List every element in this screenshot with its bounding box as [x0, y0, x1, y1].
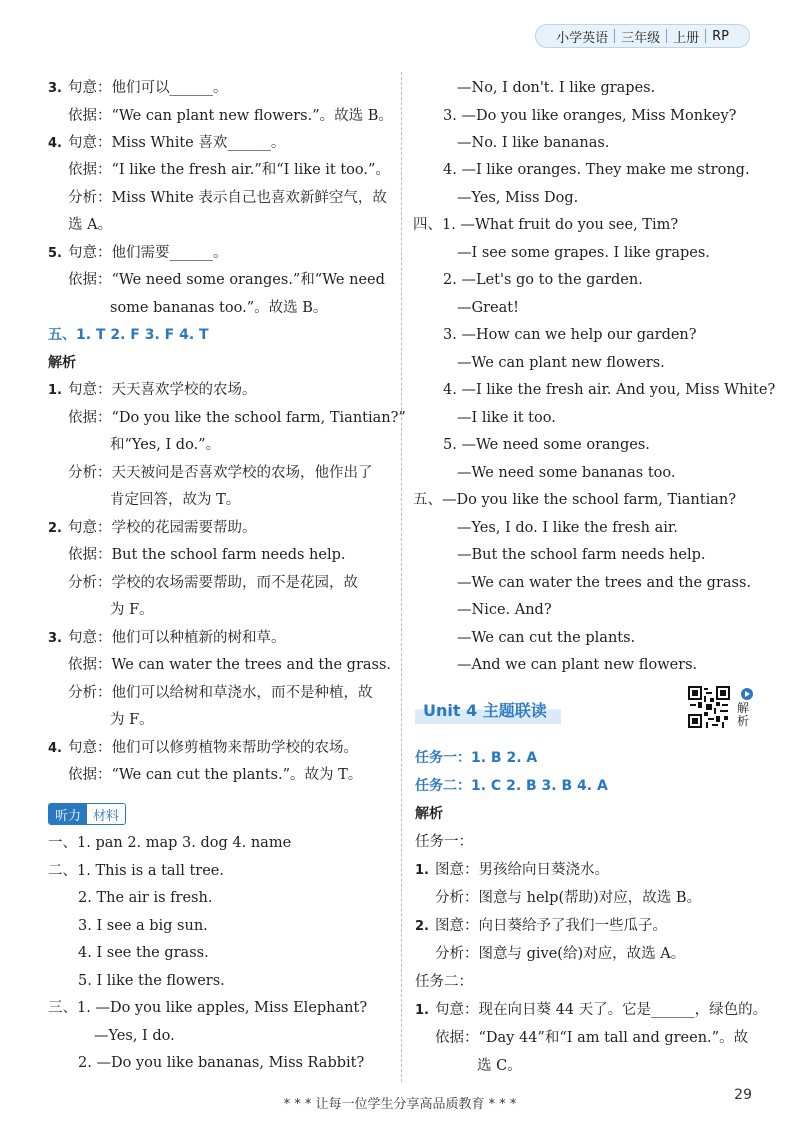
analysis-line: 选 C。: [477, 1058, 522, 1074]
material-line: 三、1. —Do you like apples, Miss Elephant?: [48, 1000, 368, 1016]
material-line: 五、—Do you like the school farm, Tiantian?: [413, 492, 736, 508]
material-line: —No, I don't. I like grapes.: [457, 80, 656, 96]
material-line: 5. —We need some oranges.: [443, 437, 650, 453]
material-line: —We can water the trees and the grass.: [457, 575, 752, 591]
analysis-line: 3. 句意：他们可以种植新的树和草。: [48, 630, 286, 646]
material-line: —Great!: [457, 300, 519, 316]
material-line: 二、1. This is a tall tree.: [48, 863, 224, 879]
material-line: —But the school farm needs help.: [457, 547, 706, 563]
material-line: 3. —Do you like oranges, Miss Monkey?: [443, 108, 737, 124]
analysis-heading: 解析: [415, 806, 443, 822]
analysis-line: 分析：学校的农场需要帮助，而不是花园，故: [68, 575, 358, 591]
column-divider: [401, 72, 402, 1082]
analysis-line: 和“Yes, I do.”。: [110, 437, 221, 453]
analysis-line: 肯定回答，故为 T。: [110, 492, 241, 508]
analysis-line: 2. 图意：向日葵给予了我们一些瓜子。: [415, 918, 667, 934]
analysis-line: 分析：他们可以给树和草浇水，而不是种植，故: [68, 685, 373, 701]
qr-code-icon[interactable]: [688, 686, 730, 728]
analysis-line: 依据：“Day 44”和“I am tall and green.”。故: [435, 1030, 749, 1046]
answer-line: 4. 句意：Miss White 喜欢______。: [48, 135, 286, 151]
material-line: —Yes, Miss Dog.: [457, 190, 579, 206]
material-line: —I like it too.: [457, 410, 556, 426]
material-line: 2. The air is fresh.: [78, 890, 213, 906]
analysis-line: 依据：But the school farm needs help.: [68, 547, 346, 563]
material-line: 5. I like the flowers.: [78, 973, 225, 989]
analysis-line: 分析：图意与 help(帮助)对应，故选 B。: [435, 890, 702, 906]
material-line: 3. —How can we help our garden?: [443, 327, 697, 343]
listening-material-badge: 听力 材料: [48, 803, 126, 825]
material-line: 2. —Do you like bananas, Miss Rabbit?: [78, 1055, 365, 1071]
material-line: —We can cut the plants.: [457, 630, 636, 646]
unit-title: Unit 4 主题联读: [415, 698, 561, 724]
material-line: —We can plant new flowers.: [457, 355, 665, 371]
answer-line: 5. 句意：他们需要______。: [48, 245, 228, 261]
answer-line: 依据：“We can plant new flowers.”。故选 B。: [68, 108, 393, 124]
footer-slogan: * * * 让每一位学生分享高品质教育 * * *: [283, 1097, 517, 1112]
analysis-line: 依据：“We can cut the plants.”。故为 T。: [68, 767, 363, 783]
material-line: —No. I like bananas.: [457, 135, 610, 151]
answer-line: 选 A。: [68, 217, 113, 233]
page-number: 29: [734, 1087, 752, 1103]
task1-answers: 任务一：1. B 2. A: [415, 750, 538, 766]
analysis-line: 分析：图意与 give(给)对应，故选 A。: [435, 946, 686, 962]
analysis-line: 依据：We can water the trees and the grass.: [68, 657, 392, 673]
analysis-line: 4. 句意：他们可以修剪植物来帮助学校的农场。: [48, 740, 358, 756]
material-line: 4. —I like oranges. They make me strong.: [443, 162, 750, 178]
analysis-line: 1. 句意：天天喜欢学校的农场。: [48, 382, 257, 398]
material-line: 4. I see the grass.: [78, 945, 209, 961]
analysis-line: 依据：“Do you like the school farm, Tiantian?”: [68, 410, 406, 426]
material-line: 一、1. pan 2. map 3. dog 4. name: [48, 835, 292, 851]
subject: 小学英语: [556, 30, 609, 46]
analysis-line: 分析：天天被问是否喜欢学校的农场，他作出了: [68, 465, 373, 481]
analysis-line: 2. 句意：学校的花园需要帮助。: [48, 520, 257, 536]
qr-label: 解析: [736, 701, 749, 728]
answer-line: some bananas too.”。故选 B。: [110, 300, 328, 316]
answer-line: 3. 句意：他们可以______。: [48, 80, 228, 96]
material-line: —Yes, I do.: [94, 1028, 175, 1044]
section-answers: 五、1. T 2. F 3. F 4. T: [48, 327, 209, 343]
play-icon[interactable]: [741, 688, 753, 700]
material-line: 2. —Let's go to the garden.: [443, 272, 643, 288]
analysis-line: 为 F。: [110, 712, 154, 728]
grade: 三年级: [621, 30, 661, 46]
answer-line: 依据：“We need some oranges.”和“We need: [68, 272, 385, 288]
material-line: —We need some bananas too.: [457, 465, 676, 481]
analysis-line: 1. 图意：男孩给向日葵浇水。: [415, 862, 609, 878]
material-line: 四、1. —What fruit do you see, Tim?: [413, 217, 679, 233]
header-tag: [535, 24, 750, 48]
analysis-line: 为 F。: [110, 602, 154, 618]
material-line: 3. I see a big sun.: [78, 918, 208, 934]
material-line: —And we can plant new flowers.: [457, 657, 698, 673]
task2-answers: 任务二：1. C 2. B 3. B 4. A: [415, 778, 608, 794]
answer-line: 分析：Miss White 表示自己也喜欢新鲜空气，故: [68, 190, 387, 206]
term: 上册: [673, 30, 700, 46]
analysis-line: 任务二：: [415, 974, 473, 990]
material-line: —Yes, I do. I like the fresh air.: [457, 520, 678, 536]
analysis-heading: 解析: [48, 355, 76, 371]
analysis-line: 1. 句意：现在向日葵 44 天了。它是______，绿色的。: [415, 1002, 768, 1018]
material-line: —I see some grapes. I like grapes.: [457, 245, 710, 261]
edition: RP: [712, 28, 729, 44]
material-line: —Nice. And?: [457, 602, 552, 618]
analysis-line: 任务一：: [415, 834, 473, 850]
material-line: 4. —I like the fresh air. And you, Miss White?: [443, 382, 776, 398]
answer-line: 依据：“I like the fresh air.”和“I like it too.”。: [68, 162, 390, 178]
